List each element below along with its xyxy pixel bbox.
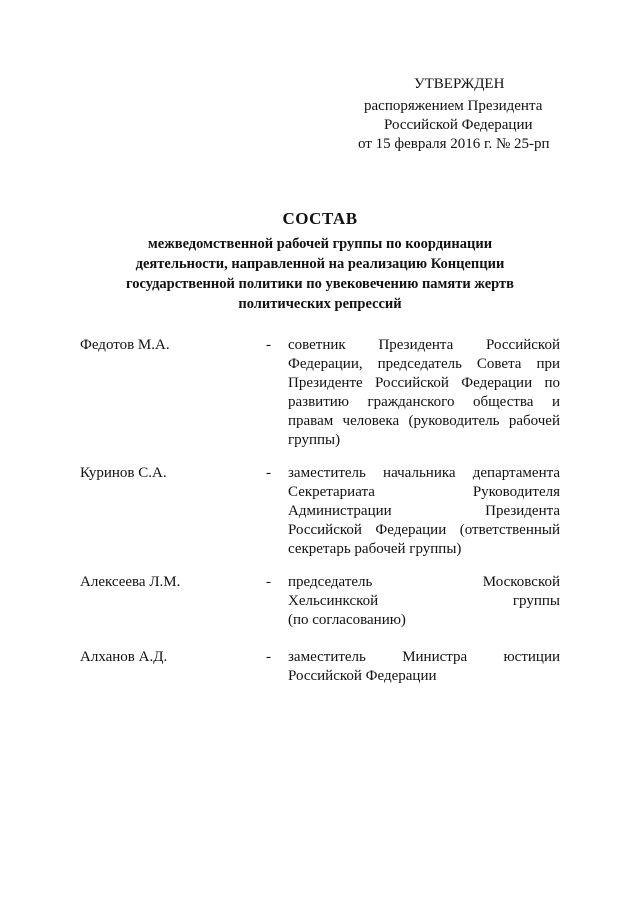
member-name: Куринов С.А. xyxy=(80,465,167,481)
member-name: Федотов М.А. xyxy=(80,337,170,353)
member-role xyxy=(288,336,560,450)
role-line: Секретариата Руководителя xyxy=(288,484,560,500)
role-line: Администрации Президента xyxy=(288,503,560,519)
member-role xyxy=(288,464,560,559)
approval-line-3: от 15 февраля 2016 г. № 25-рп xyxy=(358,136,550,152)
member-dash: - xyxy=(266,649,271,665)
approval-line-1: распоряжением Президента xyxy=(364,98,543,114)
document-subtitle xyxy=(90,234,550,314)
member-name: Алханов А.Д. xyxy=(80,649,168,665)
role-line: Российской Федерации xyxy=(288,668,437,684)
role-line: (по согласованию) xyxy=(288,612,406,628)
document-title: СОСТАВ xyxy=(282,209,358,228)
subtitle-line: межведомственной рабочей группы по координации xyxy=(147,236,493,252)
role-line: развитию гражданского общества и xyxy=(288,394,560,410)
role-line: советник Президента Российской xyxy=(288,337,560,353)
member-role xyxy=(288,573,560,630)
role-line: председатель Московской xyxy=(288,574,560,590)
approval-heading: УТВЕРЖДЕН xyxy=(414,76,505,92)
role-line: заместитель начальника департамента xyxy=(288,465,560,481)
member-name: Алексеева Л.М. xyxy=(80,574,181,590)
member-dash: - xyxy=(266,574,271,590)
role-line: секретарь рабочей группы) xyxy=(288,541,462,557)
role-line: правам человека (руководитель рабочей xyxy=(288,413,560,429)
subtitle-line: политических репрессий xyxy=(238,296,402,312)
role-line: заместитель Министра юстиции xyxy=(288,649,560,665)
subtitle-line: деятельности, направленной на реализацию Концепции xyxy=(135,256,505,272)
role-line: Хельсинкской группы xyxy=(288,593,560,609)
role-line: Российской Федерации (ответственный xyxy=(288,522,560,538)
approval-line-2: Российской Федерации xyxy=(384,117,533,133)
role-line: группы) xyxy=(288,432,341,448)
member-role xyxy=(288,648,560,686)
subtitle-line: государственной политики по увековечению памяти жертв xyxy=(126,276,514,292)
role-line: Федерации, председатель Совета при xyxy=(288,356,560,372)
member-dash: - xyxy=(266,465,271,481)
member-dash: - xyxy=(266,337,271,353)
role-line: Президенте Российской Федерации по xyxy=(288,375,560,391)
